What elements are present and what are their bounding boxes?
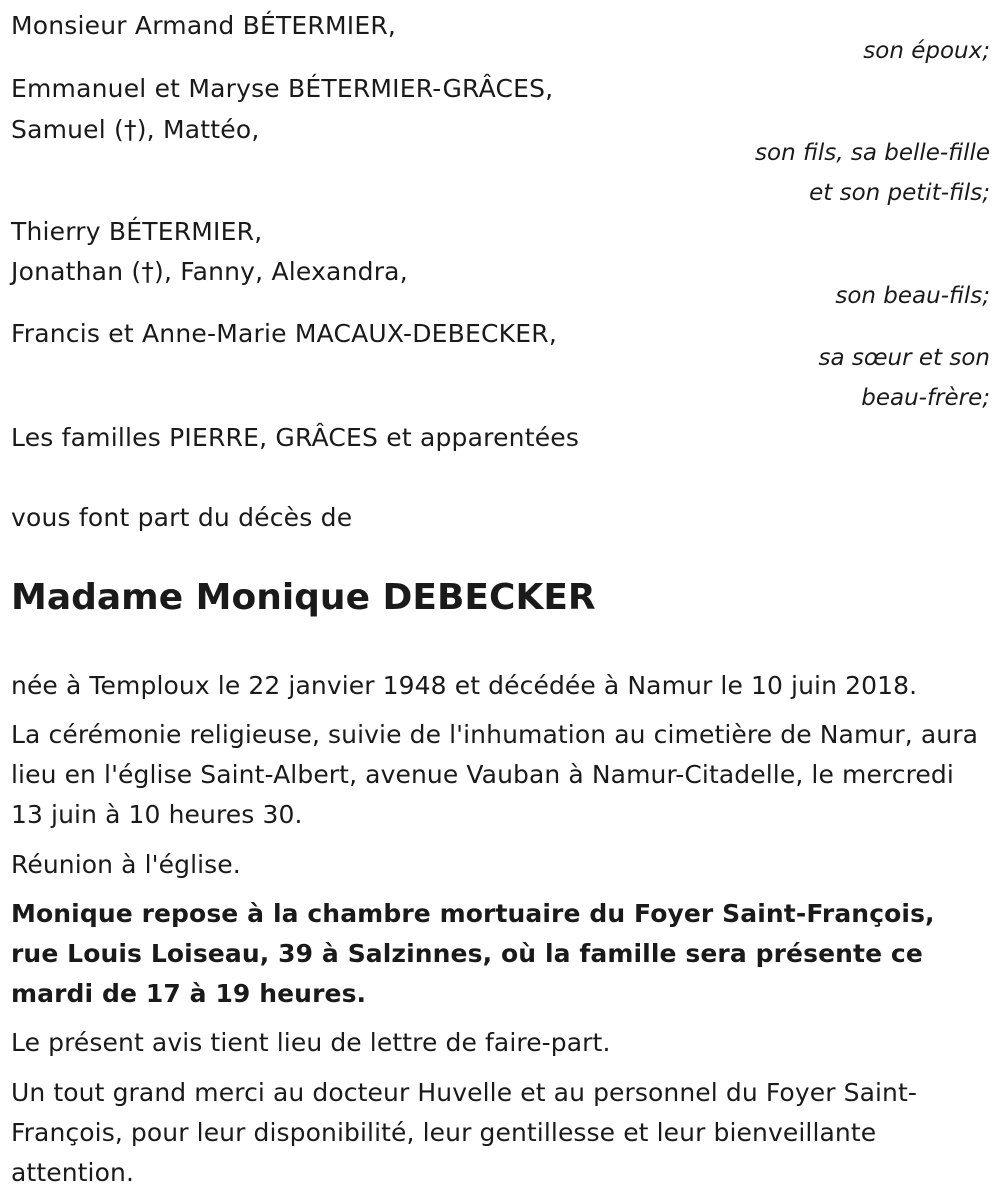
family-line-armand: Monsieur Armand BÉTERMIER, (11, 11, 397, 40)
family-line-families: Les familles PIERRE, GRÂCES et apparentées (11, 423, 580, 452)
thanks-paragraph: Un tout grand merci au docteur Huvelle et au personnel du Foyer Saint-François, pour leur disponibilité, leur gentillesse et leur bienveillante attention. (11, 1078, 918, 1187)
notice-paragraph: Le présent avis tient lieu de lettre de faire-part. (11, 1028, 611, 1057)
family-line-jonathan: Jonathan (†), Fanny, Alexandra, (11, 257, 408, 286)
family-line-thierry: Thierry BÉTERMIER, (11, 217, 263, 246)
ceremony-paragraph: La cérémonie religieuse, suivie de l'inhumation au cimetière de Namur, aura lieu en l'église Saint-Albert, avenue Vauban à Namur-Citadelle, le mercredi 13 juin à 10 heures 30. (11, 720, 978, 829)
relation-grandson: et son petit-fils; (809, 180, 990, 206)
reunion-paragraph: Réunion à l'église. (11, 850, 241, 879)
family-line-francis: Francis et Anne-Marie MACAUX-DEBECKER, (11, 319, 557, 348)
relation-brother-in-law: beau-frère; (861, 385, 990, 411)
relation-spouse: son époux; (863, 38, 990, 64)
funeral-home-paragraph: Monique repose à la chambre mortuaire du Foyer Saint-François, rue Louis Loiseau, 39 à Salzinnes, où la famille sera présente ce mardi de 17 à 19 heures. (11, 899, 935, 1008)
relation-son: son fils, sa belle-fille (755, 140, 990, 166)
deceased-name: Madame Monique DEBECKER (11, 577, 596, 618)
birth-death-paragraph: née à Temploux le 22 janvier 1948 et décédée à Namur le 10 juin 2018. (11, 671, 918, 700)
relation-sister: sa sœur et son (818, 345, 990, 371)
relation-stepson: son beau-fils; (835, 283, 990, 309)
family-line-samuel: Samuel (†), Mattéo, (11, 115, 260, 144)
family-line-emmanuel: Emmanuel et Maryse BÉTERMIER-GRÂCES, (11, 74, 554, 103)
announcement-text: vous font part du décès de (11, 503, 353, 532)
